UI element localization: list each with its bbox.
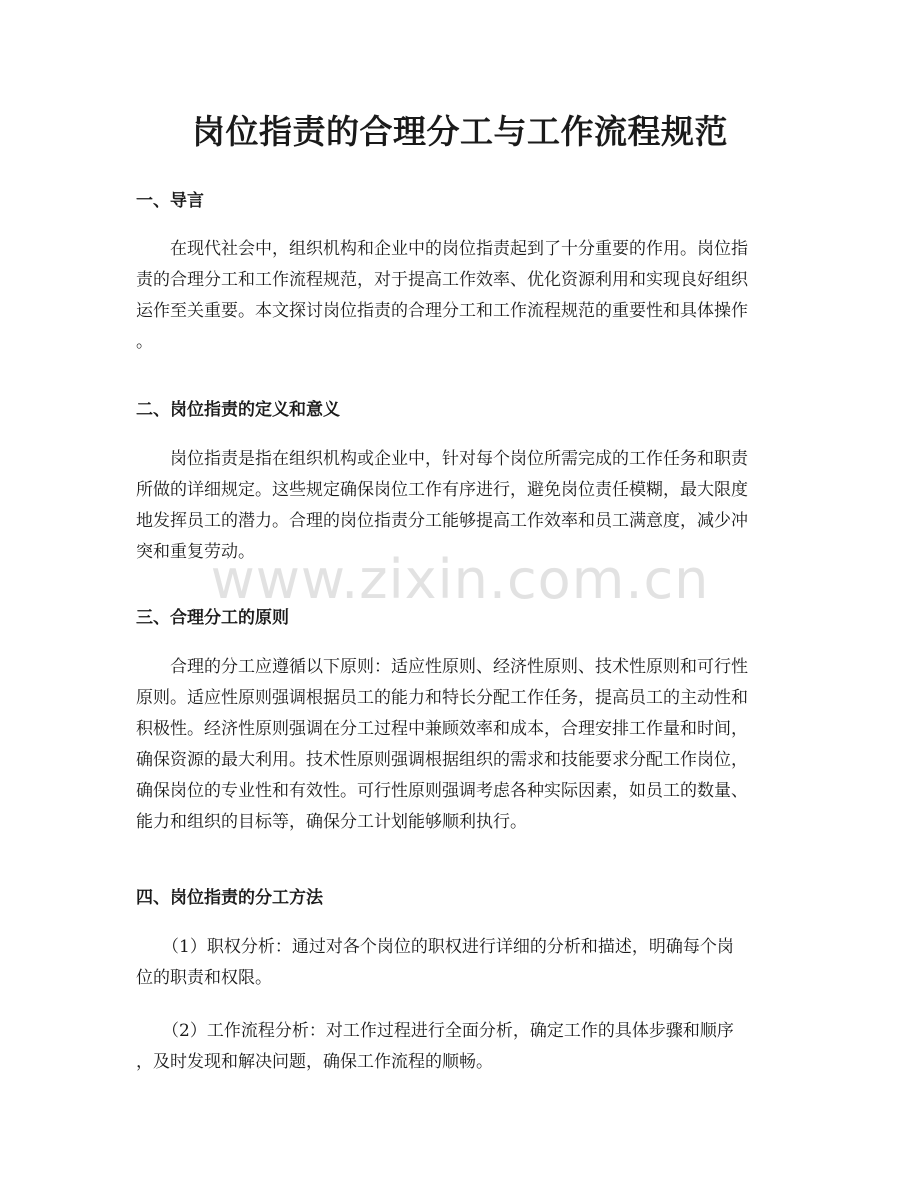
section-paragraph-intro	[136, 234, 786, 358]
document-title: 岗位指责的合理分工与工作流程规范	[192, 112, 728, 151]
paragraph-line: 岗位指责是指在组织机构或企业中，针对每个岗位所需完成的工作任务和职责	[170, 449, 748, 469]
paragraph-line: （1）职权分析：通过对各个岗位的职权进行详细的分析和描述，明确每个岗	[162, 937, 734, 957]
paragraph-line: 所做的详细规定。这些规定确保岗位工作有序进行，避免岗位责任模糊，最大限度	[136, 480, 748, 500]
method-item-2	[136, 1016, 786, 1078]
paragraph-line: 合理的分工应遵循以下原则：适应性原则、经济性原则、技术性原则和可行性	[170, 657, 748, 677]
method-item-1	[136, 932, 786, 994]
section-heading-methods: 四、岗位指责的分工方法	[136, 888, 323, 908]
paragraph-line: 地发挥员工的潜力。合理的岗位指责分工能够提高工作效率和员工满意度，减少冲	[136, 511, 748, 531]
paragraph-line: 运作至关重要。本文探讨岗位指责的合理分工和工作流程规范的重要性和具体操作	[136, 301, 748, 321]
section-heading-principles: 三、合理分工的原则	[136, 608, 289, 628]
paragraph-line: 确保资源的最大利用。技术性原则强调根据组织的需求和技能要求分配工作岗位，	[136, 750, 748, 770]
paragraph-line: 突和重复劳动。	[136, 542, 255, 562]
paragraph-line: 确保岗位的专业性和有效性。可行性原则强调考虑各种实际因素，如员工的数量、	[136, 781, 748, 801]
paragraph-line: 。	[136, 332, 153, 352]
paragraph-line: 原则。适应性原则强调根据员工的能力和特长分配工作任务，提高员工的主动性和	[136, 688, 748, 708]
section-paragraph-definition	[136, 444, 786, 568]
paragraph-line: （2）工作流程分析：对工作过程进行全面分析，确定工作的具体步骤和顺序	[162, 1021, 734, 1041]
paragraph-line: 在现代社会中，组织机构和企业中的岗位指责起到了十分重要的作用。岗位指	[170, 239, 748, 259]
paragraph-line: 能力和组织的目标等，确保分工计划能够顺利执行。	[136, 812, 527, 832]
paragraph-line: 责的合理分工和工作流程规范，对于提高工作效率、优化资源利用和实现良好组织	[136, 270, 748, 290]
section-heading-definition: 二、岗位指责的定义和意义	[136, 400, 340, 420]
section-heading-intro: 一、导言	[136, 191, 204, 211]
paragraph-line: 位的职责和权限。	[136, 968, 272, 988]
paragraph-line: 积极性。经济性原则强调在分工过程中兼顾效率和成本，合理安排工作量和时间，	[136, 719, 748, 739]
watermark: www.zixin.com.cn	[210, 548, 710, 611]
section-paragraph-principles	[136, 652, 786, 838]
paragraph-line: ，及时发现和解决问题，确保工作流程的顺畅。	[136, 1052, 493, 1072]
